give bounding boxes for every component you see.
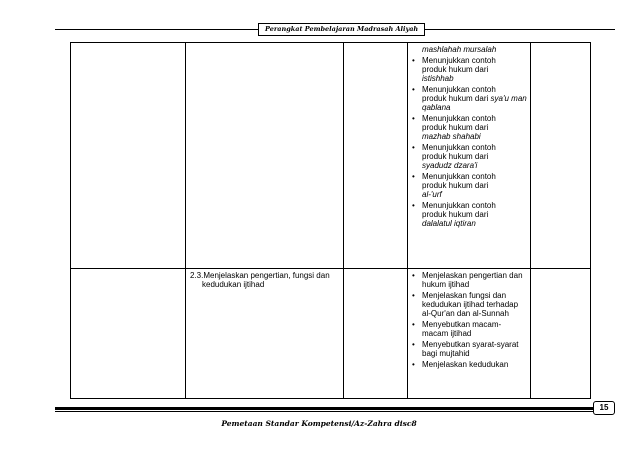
list-item: mashlahah mursalah [422,45,497,54]
list-item: • Menunjukkan contoh produk hukum dari sya'u man qablana [422,85,527,112]
list-item: • Menunjukkan contoh produk hukum dari mazhab shahabi [422,114,527,141]
header-title: Perangkat Pembelajaran Madrasah Aliyah [258,23,425,36]
list-item: • Menyebutkan syarat-syarat bagi mujtahid [422,340,527,358]
list-item: • Menunjukkan contoh produk hukum dari al-'urf [422,172,527,199]
cell-indikator [408,43,531,269]
footer-text: Pemetaan Standar Kompetensi/Az-Zahra disc8 [221,419,417,428]
list-item: • Menunjukkan contoh produk hukum dari istishhab [422,56,527,83]
list-item: • Menjelaskan pengertian dan hukum ijtihad [422,271,527,289]
table-row [71,269,591,399]
kd-text: 2.3.Menjelaskan pengertian, fungsi dan kedudukan ijtihad [190,271,330,289]
table-row [71,43,591,269]
cell-materi [344,43,408,269]
cell-keterangan [531,43,591,269]
indicator-list [408,269,530,373]
list-item: • Menjelaskan fungsi dan kedudukan ijtihad terhadap al-Qur'an dan al-Sunnah [422,291,527,318]
page-number: 15 [593,401,615,415]
list-item: • Menjelaskan kedudukan [422,360,527,369]
cell-sk [71,43,186,269]
cell-kd [186,269,344,399]
cell-indikator [408,269,531,399]
indicator-list [408,43,530,232]
list-item: • Menunjukkan contoh produk hukum dari dalalatul iqtiran [422,201,527,228]
cell-materi [344,269,408,399]
cell-keterangan [531,269,591,399]
footer-rule-thick [55,407,595,410]
cell-kd [186,43,344,269]
competency-table [70,42,591,399]
list-item: • Menyebutkan macam-macam ijtihad [422,320,527,338]
cell-sk [71,269,186,399]
footer-rule-thin [55,411,595,412]
list-item: • Menunjukkan contoh produk hukum dari syadudz dzara'i [422,143,527,170]
